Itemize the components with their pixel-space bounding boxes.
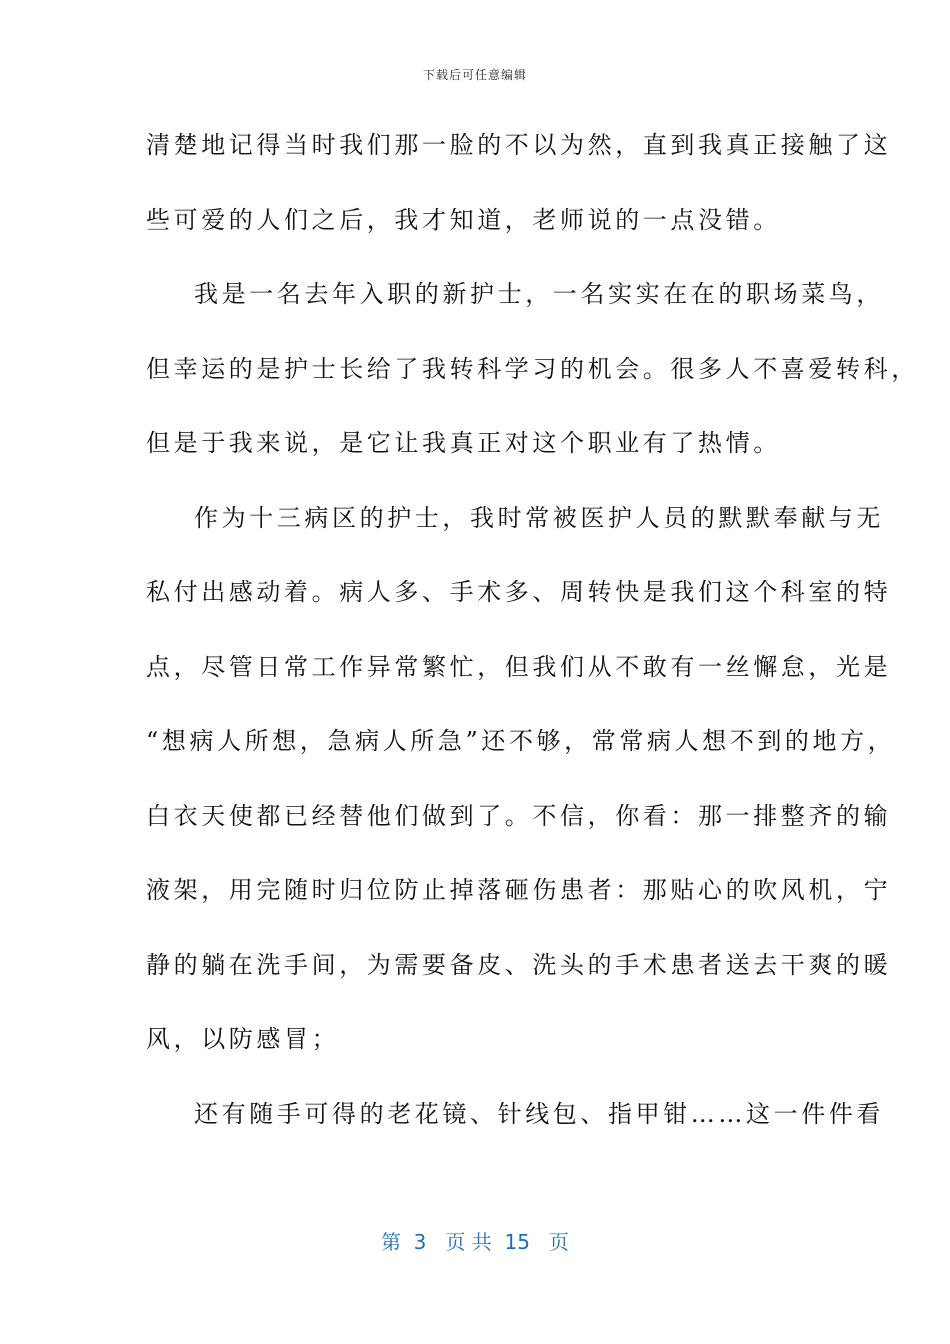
- page-number-footer: 第 3 页 共 15 页: [380, 1230, 570, 1254]
- paragraph-start-line: 我是一名去年入职的新护士，一名实实在在的职场菜鸟，: [194, 280, 884, 308]
- text-line: “想病人所想，急病人所急”还不够，常常病人想不到的地方，: [146, 727, 896, 755]
- text-line: 风，以防感冒；: [146, 1025, 340, 1053]
- paragraph-start-line: 还有随手可得的老花镜、针线包、指甲钳……这一件件看: [194, 1099, 884, 1128]
- text-line: 但是于我来说，是它让我真正对这个职业有了热情。: [146, 429, 781, 457]
- text-line: 点，尽管日常工作异常繁忙，但我们从不敢有一丝懈怠，光是: [146, 652, 892, 681]
- text-line: 但幸运的是护士长给了我转科学习的机会。很多人不喜爱转科，: [146, 354, 919, 383]
- text-line: 些可爱的人们之后，我才知道，老师说的一点没错。: [146, 205, 781, 234]
- document-body: [146, 118, 919, 1161]
- paragraph-start-line: 作为十三病区的护士，我时常被医护人员的默默奉献与无: [194, 503, 884, 532]
- text-line: 液架，用完随时归位防止掉落砸伤患者：那贴心的吹风机，宁: [146, 876, 892, 904]
- text-line: 私付出感动着。病人多、手术多、周转快是我们这个科室的特: [146, 578, 892, 606]
- page-header: 下载后可任意编辑: [422, 68, 527, 82]
- text-line: 白衣天使都已经替他们做到了。不信，你看：那一排整齐的输: [146, 801, 892, 830]
- text-line: 静的躺在洗手间，为需要备皮、洗头的手术患者送去干爽的暖: [146, 950, 892, 979]
- text-line: 清楚地记得当时我们那一脸的不以为然，直到我真正接触了这: [146, 131, 892, 159]
